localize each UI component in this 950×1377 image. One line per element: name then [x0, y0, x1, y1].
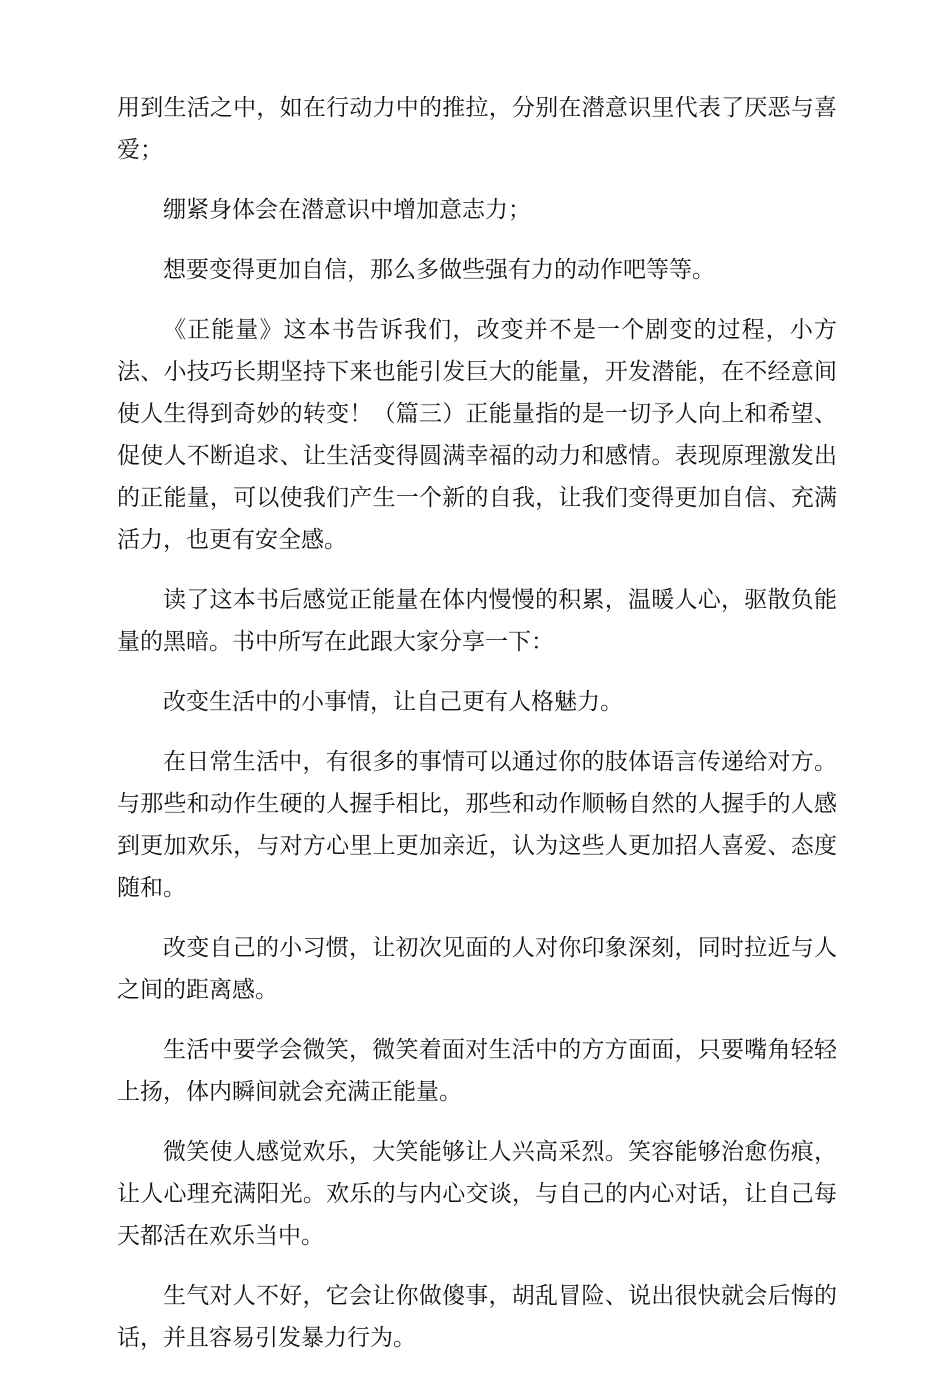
paragraph: 生活中要学会微笑，微笑着面对生活中的方方面面，只要嘴角轻轻上扬，体内瞬间就会充满正能量。: [117, 1037, 837, 1105]
paragraph-continued: 用到生活之中，如在行动力中的推拉，分别在潜意识里代表了厌恶与喜爱；: [117, 95, 837, 163]
paragraph: 改变生活中的小事情，让自己更有人格魅力。: [163, 689, 623, 715]
paragraph: 绷紧身体会在潜意识中增加意志力；: [163, 197, 531, 223]
paragraph: 生气对人不好，它会让你做傻事，胡乱冒险、说出很快就会后悔的话，并且容易引发暴力行为。: [117, 1283, 837, 1351]
paragraph: 读了这本书后感觉正能量在体内慢慢的积累，温暖人心，驱散负能量的黑暗。书中所写在此跟大家分享一下：: [117, 587, 837, 655]
paragraph: 想要变得更加自信，那么多做些强有力的动作吧等等。: [163, 257, 715, 283]
document-body: [117, 87, 837, 1377]
paragraph: 《正能量》这本书告诉我们，改变并不是一个剧变的过程，小方法、小技巧长期坚持下来也能引发巨大的能量，开发潜能，在不经意间使人生得到奇妙的转变！（篇三）正能量指的是一切予人向上和希望、促使人不断追求、让生活变得圆满幸福的动力和感情。表现原理激发出的正能量，可以使我们产生一个新的自我，让我们变得更加自信、充满活力，也更有安全感。: [117, 317, 837, 553]
paragraph: 改变自己的小习惯，让初次见面的人对你印象深刻，同时拉近与人之间的距离感。: [117, 935, 837, 1003]
paragraph: 微笑使人感觉欢乐，大笑能够让人兴高采烈。笑容能够治愈伤痕，让人心理充满阳光。欢乐的与内心交谈，与自己的内心对话，让自己每天都活在欢乐当中。: [117, 1139, 837, 1249]
paragraph: 在日常生活中，有很多的事情可以通过你的肢体语言传递给对方。与那些和动作生硬的人握手相比，那些和动作顺畅自然的人握手的人感到更加欢乐，与对方心里上更加亲近，认为这些人更加招人喜爱、态度随和。: [117, 749, 837, 901]
